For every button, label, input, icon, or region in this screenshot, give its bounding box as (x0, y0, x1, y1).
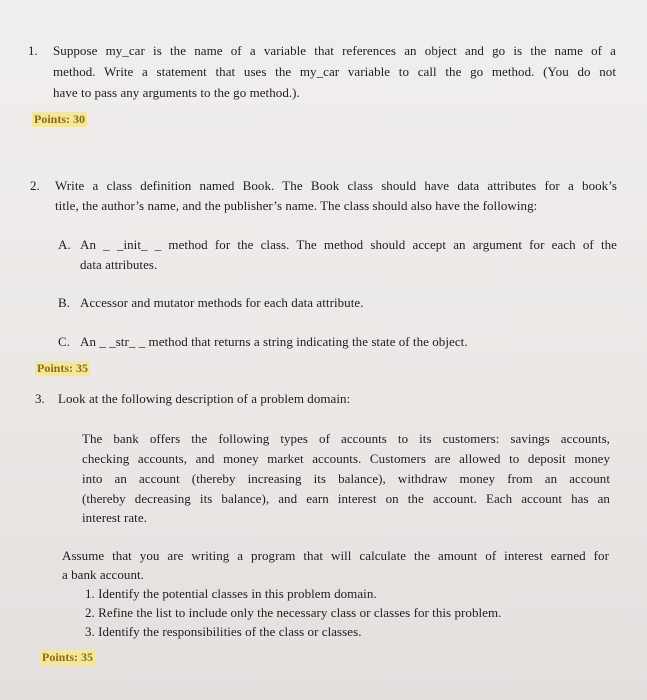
item-label: C. (58, 334, 71, 349)
question-text-line: title, the author’s name, and the publisher’s name. The class should also have the following: (55, 198, 538, 213)
question-text-line: Suppose my_car is the name of a variable that references an object and go is the name of a (53, 43, 616, 58)
task-step: 1. Identify the potential classes in this problem domain. (85, 586, 377, 601)
question-text-line: method. Write a statement that uses the my_car variable to call the go method. (You do not (53, 64, 616, 79)
task-step: 3. Identify the responsibilities of the class or classes. (85, 624, 362, 639)
question-text-line: Write a class definition named Book. The Book class should have data attributes for a book’s (55, 178, 617, 193)
item-text-line: data attributes. (80, 257, 158, 272)
points-badge: Points: 30 (34, 112, 85, 126)
question-number: 2. (30, 178, 40, 193)
description-line: checking accounts, and money market accounts. Customers are allowed to deposit money (82, 451, 610, 466)
assumption-line: a bank account. (62, 567, 144, 582)
points-badge: Points: 35 (37, 361, 88, 375)
description-line: into an account (thereby increasing its balance), withdraw money from an account (82, 471, 610, 486)
item-text-line: Accessor and mutator methods for each data attribute. (80, 295, 364, 310)
description-line: The bank offers the following types of accounts to its customers: savings accounts, (82, 431, 610, 446)
item-text-line: An _ _init_ _ method for the class. The method should accept an argument for each of the (80, 237, 617, 252)
description-line: interest rate. (82, 510, 147, 525)
description-line: (thereby decreasing its balance), and earn interest on the account. Each account has an (82, 491, 610, 506)
question-text-line: Look at the following description of a problem domain: (58, 391, 351, 406)
assumption-line: Assume that you are writing a program that will calculate the amount of interest earned for (62, 548, 609, 563)
question-text-line: have to pass any arguments to the go method.). (53, 85, 300, 100)
question-number: 1. (28, 43, 38, 58)
points-badge: Points: 35 (42, 650, 93, 664)
item-label: A. (58, 237, 71, 252)
item-text-line: An _ _str_ _ method that returns a string indicating the state of the object. (80, 334, 468, 349)
item-label: B. (58, 295, 71, 310)
task-step: 2. Refine the list to include only the necessary class or classes for this problem. (85, 605, 502, 620)
question-number: 3. (35, 391, 45, 406)
